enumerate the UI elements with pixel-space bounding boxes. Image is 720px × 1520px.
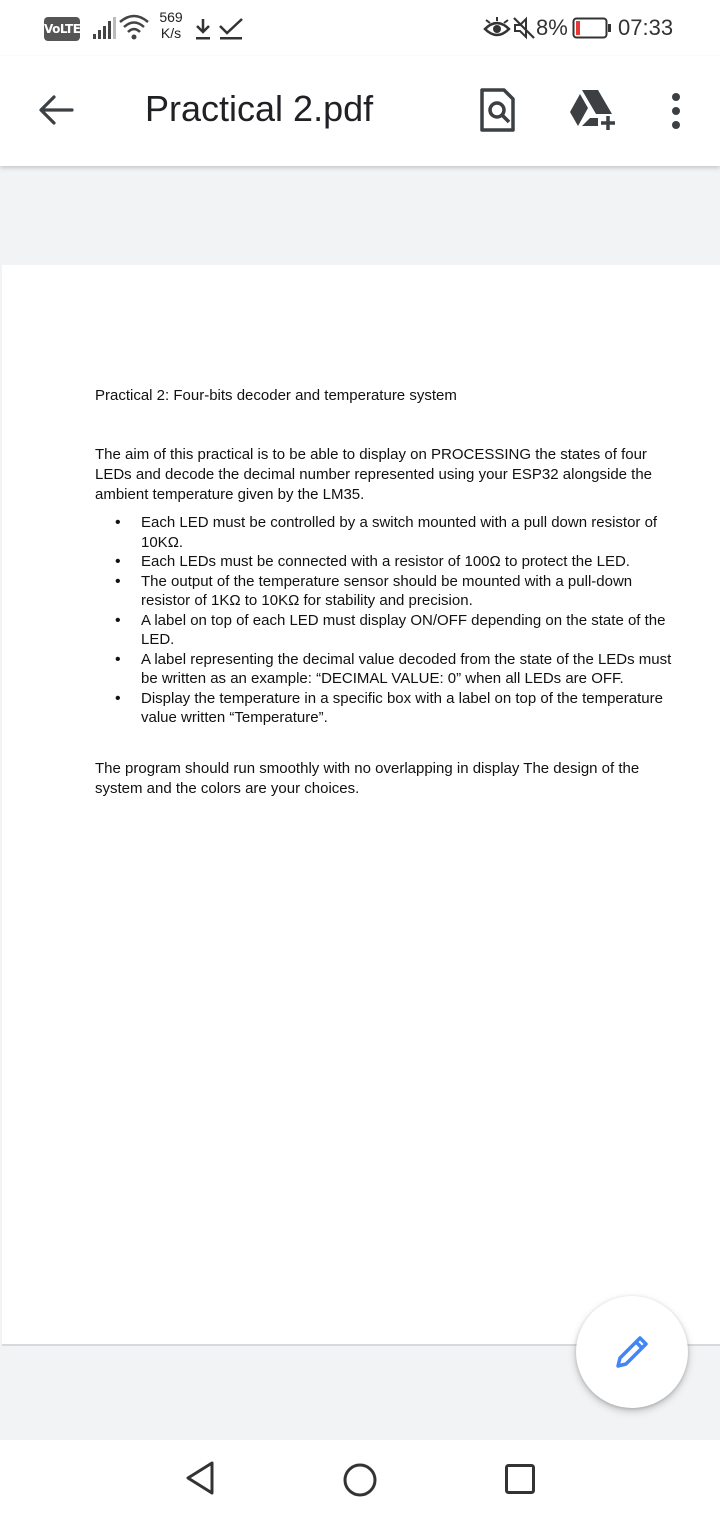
status-bar bbox=[0, 0, 720, 56]
closing-paragraph: The program should run smoothly with no overlapping in display The design of the system and the colors are your choices. bbox=[95, 760, 640, 797]
intro-paragraph: The aim of this practical is to be able to display on PROCESSING the states of four LEDs and decode the decimal number represented using your ESP32 alongside the ambient temperature given by the LM35. bbox=[95, 446, 653, 503]
requirement-item: • A label representing the decimal value decoded from the state of the LEDs must be written as an example: “DECIMAL VALUE: 0” when all LEDs are OFF. bbox=[95, 650, 685, 689]
nav-recents-icon[interactable] bbox=[504, 1463, 536, 1495]
requirement-item: • The output of the temperature sensor should be mounted with a pull-down resistor of 1KΩ to 10KΩ for stability and precision. bbox=[95, 572, 685, 611]
edit-pencil-icon bbox=[612, 1332, 652, 1372]
network-speed bbox=[156, 9, 186, 41]
document-title: Practical 2.pdf bbox=[145, 88, 374, 129]
signal-icon bbox=[92, 16, 118, 40]
nav-back-icon[interactable] bbox=[184, 1460, 216, 1496]
battery-percent: 8% bbox=[536, 15, 568, 40]
document-heading: Practical 2: Four-bits decoder and temperature system bbox=[95, 387, 457, 404]
requirements-list bbox=[95, 513, 685, 728]
nav-home-icon[interactable] bbox=[342, 1462, 378, 1498]
navigation-bar bbox=[0, 1440, 720, 1520]
speed-unit: K/s bbox=[160, 25, 182, 41]
app-bar bbox=[0, 56, 720, 166]
back-arrow-icon[interactable] bbox=[36, 92, 76, 128]
requirement-item: • A label on top of each LED must display ON/OFF depending on the state of the LED. bbox=[95, 611, 685, 650]
mute-icon bbox=[512, 16, 536, 40]
requirement-item: • Each LED must be controlled by a switch mounted with a pull down resistor of 10KΩ. bbox=[95, 513, 685, 552]
pdf-page[interactable] bbox=[2, 265, 720, 1346]
eye-icon bbox=[483, 17, 511, 39]
wifi-icon bbox=[118, 12, 150, 42]
volte-badge: VoLTE bbox=[44, 17, 80, 41]
clock: 07:33 bbox=[618, 15, 674, 40]
add-to-drive-icon[interactable] bbox=[568, 88, 618, 132]
requirement-item: • Each LEDs must be connected with a resistor of 100Ω to protect the LED. bbox=[95, 552, 685, 572]
speed-value: 569 bbox=[159, 9, 183, 25]
requirement-item: • Display the temperature in a specific box with a label on top of the temperature value written “Temperature”. bbox=[95, 689, 685, 728]
edit-fab-button[interactable] bbox=[576, 1296, 688, 1408]
search-document-icon[interactable] bbox=[478, 88, 516, 132]
check-icon bbox=[218, 18, 244, 42]
battery-icon bbox=[572, 17, 612, 39]
more-vert-icon[interactable] bbox=[668, 92, 684, 130]
download-icon bbox=[194, 18, 212, 42]
